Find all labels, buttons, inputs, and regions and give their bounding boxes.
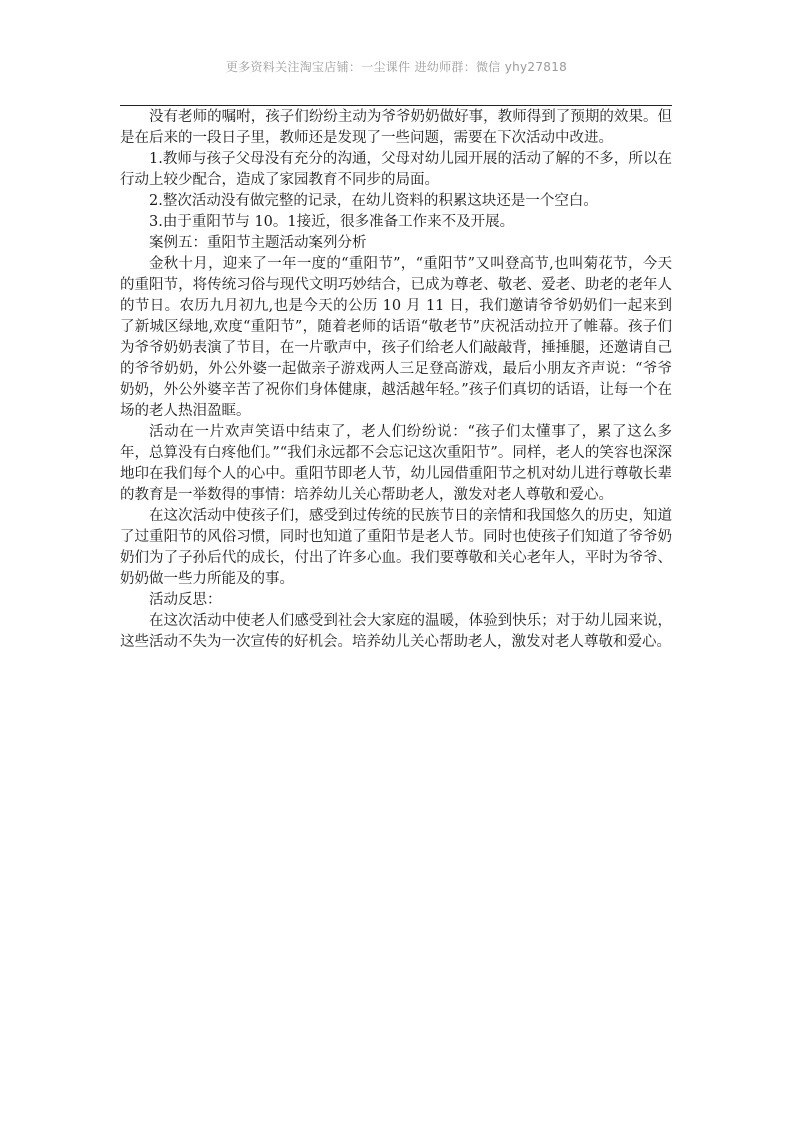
paragraph-issue-3: 3.由于重阳节与 10。1接近，很多准备工作来不及开展。: [149, 214, 515, 230]
paragraph-issue-2: 2.整次活动没有做完整的记录，在幼儿资料的积累这块还是一个空白。: [149, 193, 598, 209]
paragraph-reflection: 在这次活动中使老人们感受到社会大家庭的温暖，体验到快乐；对于幼儿园来说，这些活动不失为一次宣传的好机会。培养幼儿关心帮助老人，激发对老人尊敬和爱心。: [120, 613, 672, 650]
paragraph-case-description: 金秋十月，迎来了一年一度的“重阳节”，“重阳节”又叫登高节,也叫菊花节，今天的重阳节，将传统习俗与现代文明巧妙结合，已成为尊老、敬老、爱老、助老的老年人的节日。农历九月初九,也是今天的公历 10 月 11 日，我们邀请爷爷奶奶们一起来到了新城区绿地,欢度“重阳节”，随着老师的话语“敬老节”庆祝活动拉开了帷幕。孩子们为爷爷奶奶表演了节目，在一片歌声中，孩子们给老人们敲敲背，捶捶腿，还邀请自己的爷爷奶奶，外公外婆一起做亲子游戏两人三足登高游戏，最后小朋友齐声说：“爷爷奶奶，外公外婆辛苦了祝你们身体健康，越活越年轻。”孩子们真切的话语，让每一个在场的老人热泪盈眶。: [120, 256, 672, 419]
paragraph-children-learning: 在这次活动中使孩子们，感受到过传统的民族节日的亲情和我国悠久的历史，知道了过重阳节的风俗习惯，同时也知道了重阳节是老人节。同时也使孩子们知道了爷爷奶奶们为了子孙后代的成长，付出了许多心血。我们要尊敬和关心老年人，平时为爷爷、奶奶做一些力所能及的事。: [120, 508, 672, 587]
paragraph-issue-1: 1.教师与孩子父母没有充分的沟通，父母对幼儿园开展的活动了解的不多，所以在行动上较少配合，造成了家园教育不同步的局面。: [120, 151, 672, 188]
page-header: 更多资料关注淘宝店铺：一尘课件 进幼师群：微信 yhy27818: [225, 60, 568, 74]
header-rule: [120, 105, 672, 106]
section-heading-reflection: 活动反思：: [149, 592, 222, 608]
section-heading-case-five: 案例五：重阳节主题活动案列分析: [149, 235, 367, 251]
document-body: [120, 107, 672, 653]
paragraph-activity-end: 活动在一片欢声笑语中结束了，老人们纷纷说：“孩子们太懂事了，累了这么多年，总算没有白疼他们。”“我们永远都不会忘记这次重阳节”。同样，老人的笑容也深深地印在我们每个人的心中。重阳节即老人节，幼儿园借重阳节之机对幼儿进行尊敬长辈的教育是一举数得的事情：培养幼儿关心帮助老人，激发对老人尊敬和爱心。: [120, 424, 672, 503]
paragraph-intro: 没有老师的嘱咐，孩子们纷纷主动为爷爷奶奶做好事，教师得到了预期的效果。但是在后来的一段日子里，教师还是发现了一些问题，需要在下次活动中改进。: [120, 109, 672, 146]
